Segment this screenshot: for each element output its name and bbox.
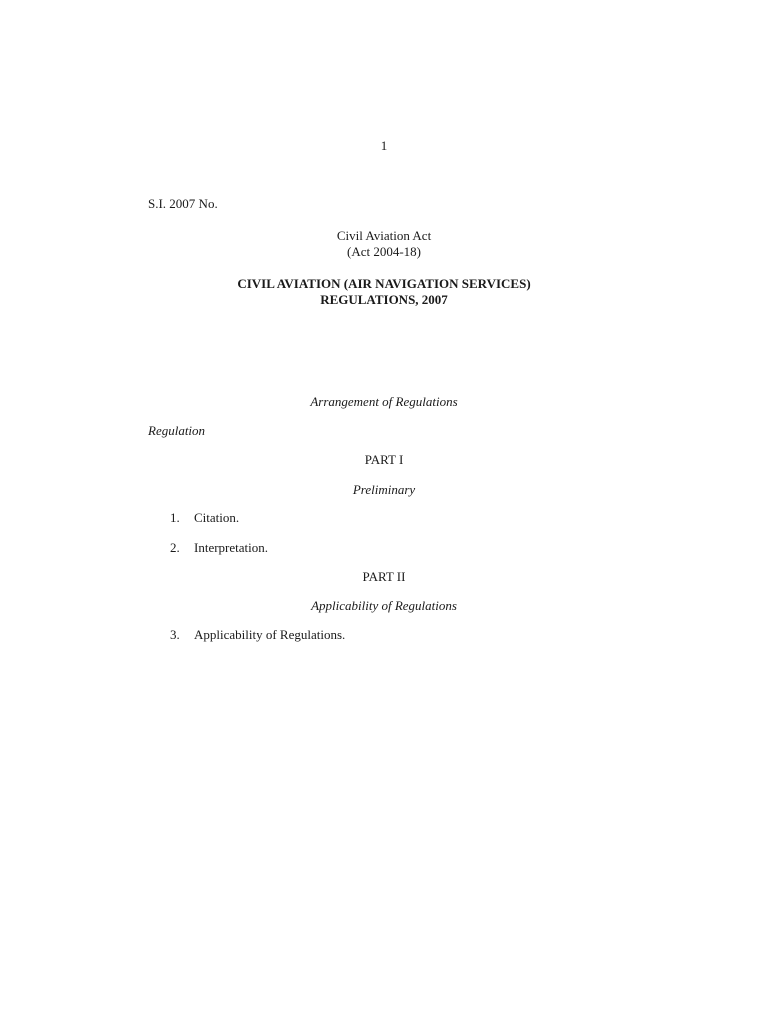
toc-item-text: Citation. <box>194 510 240 525</box>
document-title-line-2: REGULATIONS, 2007 <box>320 292 448 307</box>
page-number: 1 <box>380 138 388 153</box>
regulation-column-label: Regulation <box>148 423 206 438</box>
toc-item-number: 1. <box>170 510 180 525</box>
instrument-number: S.I. 2007 No. <box>148 196 218 211</box>
act-name: Civil Aviation Act <box>336 228 432 243</box>
arrangement-heading: Arrangement of Regulations <box>310 394 458 409</box>
toc-item <box>170 627 345 643</box>
toc-item-number: 3. <box>170 627 180 642</box>
toc-item-text: Applicability of Regulations. <box>194 627 346 642</box>
part-label: PART II <box>362 569 406 584</box>
part-label: PART I <box>364 452 404 467</box>
toc-item-text: Interpretation. <box>194 540 268 555</box>
toc-item-number: 2. <box>170 540 180 555</box>
act-number: (Act 2004-18) <box>346 244 421 259</box>
toc-item <box>170 510 239 526</box>
document-title-line-1: CIVIL AVIATION (AIR NAVIGATION SERVICES) <box>237 276 531 291</box>
part-heading: Preliminary <box>352 482 416 497</box>
part-heading: Applicability of Regulations <box>311 598 457 613</box>
toc-item <box>170 540 268 556</box>
